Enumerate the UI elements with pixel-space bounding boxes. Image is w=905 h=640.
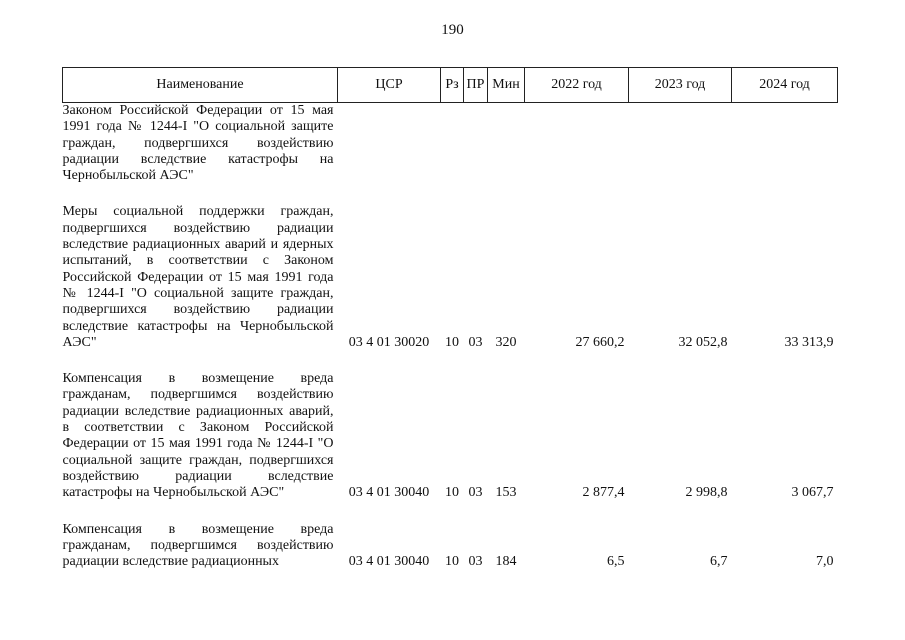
row-rz <box>441 103 464 185</box>
row-2024: 33 313,9 <box>784 334 834 350</box>
row-min: 184 <box>495 554 517 570</box>
row-name: Меры социальной поддержки граждан, подвергшихся воздействию радиации вследствие радиационных аварий и ядерных испытаний, в соответствии с Законом Российской Федерации от 15 мая 1991 года № 1244-I "О социальной защите граждан, подвергшихся воздействию радиации вследствие катастрофы на Чернобыльской АЭС" <box>62 204 334 350</box>
table-row <box>63 204 838 351</box>
header-rz: Рз <box>441 68 464 103</box>
row-2023: 32 052,8 <box>678 334 728 350</box>
row-rz: 10 <box>445 334 459 350</box>
header-pr: ПР <box>464 68 488 103</box>
row-csr: 03 4 01 30040 <box>348 485 430 501</box>
row-rz: 10 <box>445 554 459 570</box>
row-2024: 3 067,7 <box>791 485 834 501</box>
row-2023: 6,7 <box>710 554 728 570</box>
header-2024: 2024 год <box>732 68 838 103</box>
row-pr: 03 <box>468 554 483 570</box>
budget-table <box>62 67 838 570</box>
row-pr <box>464 103 488 185</box>
row-2024: 7,0 <box>816 554 834 570</box>
header-2023: 2023 год <box>629 68 732 103</box>
row-2022: 27 660,2 <box>575 334 625 350</box>
row-csr: 03 4 01 30020 <box>348 334 430 350</box>
row-spacer <box>63 351 838 371</box>
row-rz: 10 <box>445 485 459 501</box>
row-name: Законом Российской Федерации от 15 мая 1991 года № 1244-I "О социальной защите граждан, подвергшихся воздействию радиации вследствие катастрофы на Чернобыльской АЭС" <box>62 103 334 184</box>
row-pr: 03 <box>468 485 483 501</box>
row-2023 <box>629 103 732 185</box>
table-row <box>63 371 838 501</box>
row-min: 153 <box>495 485 517 501</box>
row-2024 <box>732 103 838 185</box>
row-name: Компенсация в возмещение вреда гражданам, подвергшимся воздействию радиации вследствие радиационных аварий, в соответствии с Законом Российской Федерации от 15 мая 1991 года № 1244-I "О социальной защите граждан, подвергшихся воздействию радиации вследствие катастрофы на Чернобыльской АЭС" <box>62 371 334 501</box>
row-2022: 6,5 <box>607 554 625 570</box>
row-csr: 03 4 01 30040 <box>348 554 430 570</box>
table-header <box>63 68 838 103</box>
row-min: 320 <box>495 334 517 350</box>
row-2023: 2 998,8 <box>685 485 728 501</box>
row-2022 <box>525 103 629 185</box>
row-2022: 2 877,4 <box>582 485 625 501</box>
row-name: Компенсация в возмещение вреда гражданам, подвергшимся воздействию радиации вследствие радиационных <box>62 521 334 570</box>
row-csr <box>338 103 441 185</box>
row-pr: 03 <box>468 334 483 350</box>
table-row <box>63 522 838 571</box>
row-spacer <box>63 502 838 522</box>
header-2022: 2022 год <box>525 68 629 103</box>
row-spacer <box>63 184 838 204</box>
table-row <box>63 103 838 185</box>
header-min: Мин <box>488 68 525 103</box>
page-number: 190 <box>441 22 464 38</box>
row-min <box>488 103 525 185</box>
header-name: Наименование <box>63 68 338 103</box>
header-csr: ЦСР <box>338 68 441 103</box>
